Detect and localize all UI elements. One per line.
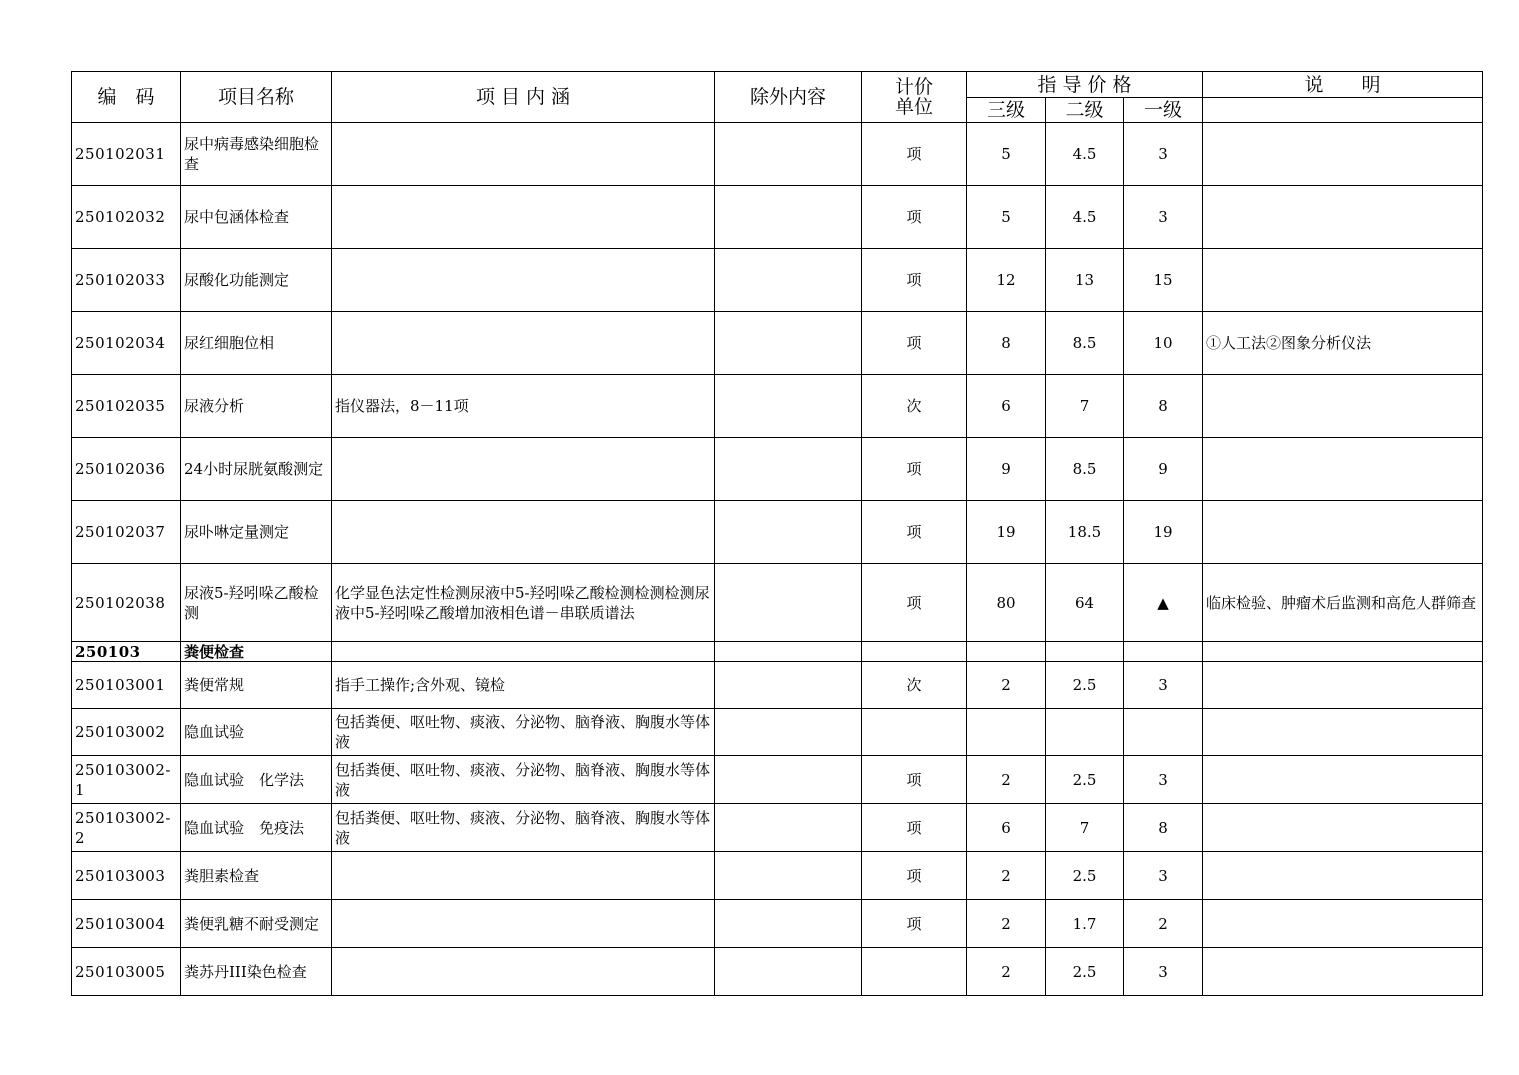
cell-code: 250102033 [72,249,181,312]
cell-price-level3: 19 [967,501,1046,564]
table-row [72,312,1483,375]
cell-code: 250103004 [72,900,181,948]
cell-price-level2: 2.5 [1046,756,1124,804]
cell-code: 250103002 [72,709,181,756]
cell-unit: 项 [862,564,967,642]
cell-excluded [715,312,862,375]
cell-code: 250102036 [72,438,181,501]
cell-unit: 项 [862,249,967,312]
cell-price-level1: ▲ [1124,564,1203,642]
cell-name: 粪便常规 [181,662,332,709]
cell-unit: 项 [862,804,967,852]
cell-price-level3: 2 [967,900,1046,948]
cell-name: 尿中包涵体检查 [181,186,332,249]
section-code: 250103 [72,642,181,662]
cell-content [332,501,715,564]
cell-price-level3: 6 [967,804,1046,852]
cell-price-level1: 3 [1124,756,1203,804]
cell-price-level3: 5 [967,186,1046,249]
cell-excluded [715,948,862,996]
header-guide-price: 指 导 价 格 [967,72,1203,98]
cell-unit: 项 [862,438,967,501]
cell-price-level2: 1.7 [1046,900,1124,948]
cell-price-level1: 3 [1124,662,1203,709]
cell-unit [862,948,967,996]
cell-name: 尿酸化功能测定 [181,249,332,312]
cell-name: 尿卟啉定量测定 [181,501,332,564]
cell-content: 包括粪便、呕吐物、痰液、分泌物、脑脊液、胸腹水等体液 [332,756,715,804]
cell-price-level2: 64 [1046,564,1124,642]
cell-price-level2: 2.5 [1046,852,1124,900]
cell-price-level1: 15 [1124,249,1203,312]
cell-code: 250102037 [72,501,181,564]
cell-name: 尿液5-羟吲哚乙酸检测 [181,564,332,642]
table-row [72,123,1483,186]
cell-note [1203,948,1483,996]
cell-price-level2: 2.5 [1046,948,1124,996]
table-row [72,186,1483,249]
cell-price-level3: 12 [967,249,1046,312]
cell-name: 粪便乳糖不耐受测定 [181,900,332,948]
cell-note [1203,249,1483,312]
table-row [72,709,1483,756]
cell-code: 250103003 [72,852,181,900]
cell-note [1203,804,1483,852]
cell-price-level1: 3 [1124,123,1203,186]
cell-note [1203,375,1483,438]
cell-price-level2: 4.5 [1046,123,1124,186]
cell-price-level1: 3 [1124,186,1203,249]
cell-name: 尿中病毒感染细胞检查 [181,123,332,186]
cell-excluded [715,900,862,948]
cell-unit: 项 [862,900,967,948]
section-row [72,642,1483,662]
cell-unit: 次 [862,662,967,709]
table-row [72,948,1483,996]
cell-price-level1: 8 [1124,804,1203,852]
table-row [72,852,1483,900]
cell-price-level2: 4.5 [1046,186,1124,249]
cell-price-level3: 80 [967,564,1046,642]
cell-name: 粪胆素检查 [181,852,332,900]
cell-name: 隐血试验 [181,709,332,756]
cell-price-level2: 7 [1046,375,1124,438]
cell-excluded [715,852,862,900]
header-level2: 二级 [1046,98,1124,123]
cell-note [1203,501,1483,564]
table-row [72,804,1483,852]
cell-unit [862,709,967,756]
cell-code: 250102032 [72,186,181,249]
cell-note [1203,186,1483,249]
cell-note [1203,662,1483,709]
cell-price-level2: 13 [1046,249,1124,312]
cell-code: 250102035 [72,375,181,438]
cell-code: 250102034 [72,312,181,375]
cell-price-level1: 9 [1124,438,1203,501]
table-row [72,662,1483,709]
cell-content [332,852,715,900]
cell-content: 指手工操作;含外观、镜检 [332,662,715,709]
cell-name: 隐血试验 免疫法 [181,804,332,852]
table-row [72,375,1483,438]
cell-price-level1: 3 [1124,948,1203,996]
table-body-urine [72,123,1483,642]
cell-excluded [715,375,862,438]
cell-unit: 项 [862,312,967,375]
cell-code: 250103002-1 [72,756,181,804]
cell-note: ①人工法②图象分析仪法 [1203,312,1483,375]
table-row [72,501,1483,564]
cell-price-level1: 10 [1124,312,1203,375]
cell-content [332,123,715,186]
cell-excluded [715,186,862,249]
cell-price-level3: 9 [967,438,1046,501]
header-level3: 三级 [967,98,1046,123]
cell-price-level3: 2 [967,852,1046,900]
cell-content: 化学显色法定性检测尿液中5-羟吲哚乙酸检测检测检测尿液中5-羟吲哚乙酸增加液相色谱－串联质谱法 [332,564,715,642]
cell-price-level2 [1046,709,1124,756]
cell-price-level3 [967,709,1046,756]
cell-excluded [715,662,862,709]
header-level1: 一级 [1124,98,1203,123]
cell-price-level2: 8.5 [1046,312,1124,375]
table-body-stool [72,662,1483,996]
cell-unit: 项 [862,186,967,249]
cell-content: 指仪器法，8－11项 [332,375,715,438]
cell-code: 250103001 [72,662,181,709]
cell-content [332,948,715,996]
header-remarks-sub [1203,98,1483,123]
cell-content [332,249,715,312]
cell-note [1203,852,1483,900]
cell-name: 尿液分析 [181,375,332,438]
cell-name: 隐血试验 化学法 [181,756,332,804]
cell-note [1203,756,1483,804]
cell-unit: 项 [862,852,967,900]
cell-name: 粪苏丹III染色检查 [181,948,332,996]
cell-unit: 次 [862,375,967,438]
cell-price-level1: 8 [1124,375,1203,438]
cell-price-level3: 8 [967,312,1046,375]
cell-excluded [715,709,862,756]
cell-code: 250103002-2 [72,804,181,852]
cell-price-level1: 19 [1124,501,1203,564]
cell-price-level2: 7 [1046,804,1124,852]
cell-price-level3: 2 [967,662,1046,709]
cell-name: 尿红细胞位相 [181,312,332,375]
cell-excluded [715,438,862,501]
cell-note [1203,438,1483,501]
cell-excluded [715,249,862,312]
cell-code: 250102038 [72,564,181,642]
header-remarks: 说 明 [1203,72,1483,98]
cell-price-level1 [1124,709,1203,756]
cell-price-level2: 18.5 [1046,501,1124,564]
cell-excluded [715,756,862,804]
cell-price-level3: 2 [967,948,1046,996]
cell-content: 包括粪便、呕吐物、痰液、分泌物、脑脊液、胸腹水等体液 [332,804,715,852]
cell-content [332,438,715,501]
cell-content [332,186,715,249]
header-name: 项目名称 [181,72,332,123]
header-code: 编 码 [72,72,181,123]
cell-note [1203,123,1483,186]
cell-excluded [715,564,862,642]
header-excluded: 除外内容 [715,72,862,123]
cell-price-level2: 8.5 [1046,438,1124,501]
cell-excluded [715,804,862,852]
cell-name: 24小时尿胱氨酸测定 [181,438,332,501]
cell-excluded [715,501,862,564]
table-row [72,756,1483,804]
cell-price-level3: 6 [967,375,1046,438]
cell-note [1203,900,1483,948]
cell-content [332,900,715,948]
cell-unit: 项 [862,123,967,186]
cell-price-level3: 2 [967,756,1046,804]
cell-excluded [715,123,862,186]
table-row [72,900,1483,948]
cell-price-level1: 3 [1124,852,1203,900]
cell-note [1203,709,1483,756]
table-row [72,438,1483,501]
table-section [72,642,1483,662]
cell-code: 250103005 [72,948,181,996]
cell-note: 临床检验、肿瘤术后监测和高危人群筛查 [1203,564,1483,642]
cell-price-level3: 5 [967,123,1046,186]
cell-content [332,312,715,375]
header-content: 项 目 内 涵 [332,72,715,123]
cell-price-level2: 2.5 [1046,662,1124,709]
table-row [72,249,1483,312]
cell-code: 250102031 [72,123,181,186]
cell-content: 包括粪便、呕吐物、痰液、分泌物、脑脊液、胸腹水等体液 [332,709,715,756]
section-name: 粪便检查 [181,642,332,662]
cell-unit: 项 [862,756,967,804]
header-unit: 计价 单位 [862,72,967,123]
price-table [71,71,1483,996]
table-row [72,564,1483,642]
cell-price-level1: 2 [1124,900,1203,948]
cell-unit: 项 [862,501,967,564]
